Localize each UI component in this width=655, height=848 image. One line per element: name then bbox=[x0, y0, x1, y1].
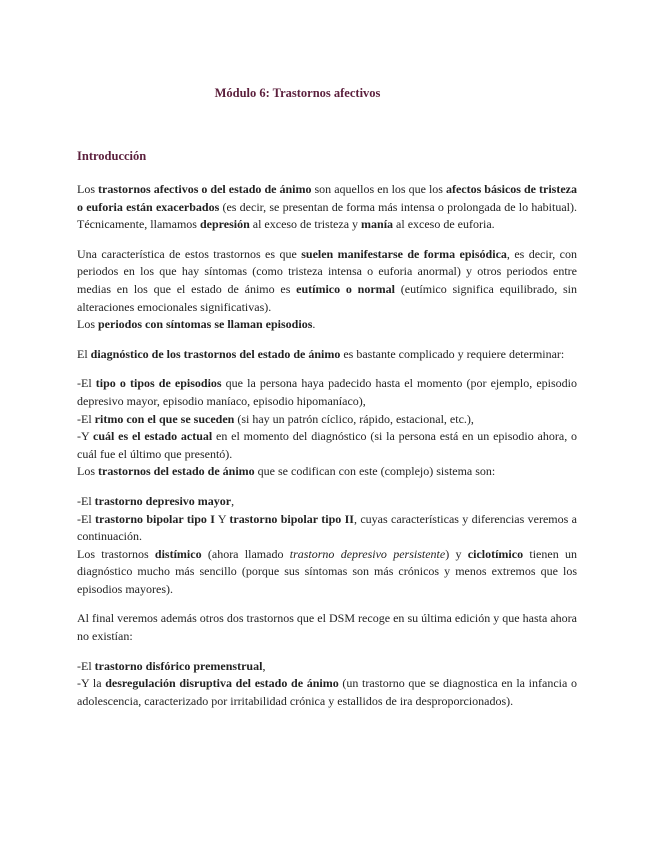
bold-term: cuál es el estado actual bbox=[93, 429, 213, 444]
text-run: Al final veremos además otros dos trastornos que el DSM recoge en su última edición y que hasta ahora no existían: bbox=[77, 611, 577, 644]
text-run: Los bbox=[77, 317, 98, 332]
text-run: -Y bbox=[77, 429, 94, 444]
text-run: Los bbox=[77, 464, 98, 479]
text-run: El bbox=[77, 346, 91, 361]
bold-term: trastornos afectivos o del estado de ánimo bbox=[98, 182, 312, 196]
list-item-rhythm bbox=[77, 411, 577, 429]
bold-term: diagnóstico de los trastornos del estado de ánimo bbox=[90, 346, 341, 361]
bold-term: periodos con síntomas se llaman episodios bbox=[98, 317, 313, 332]
list-item-dmdd bbox=[77, 675, 577, 710]
text-run: -El bbox=[77, 658, 95, 673]
bold-term: distímico bbox=[154, 546, 202, 561]
text-run: Una característica de estos trastornos es que bbox=[77, 246, 302, 261]
text-run: , bbox=[231, 493, 235, 508]
text-run: ) y bbox=[445, 546, 468, 561]
bold-term: trastornos del estado de ánimo bbox=[98, 464, 255, 479]
text-run: (si hay un patrón cíclico, rápido, estacional, etc.), bbox=[234, 411, 474, 426]
text-run: , es decir, con periodos en los que hay síntomas (como tristeza intensa o euforia anormal) y otros periodos entre medias en los que el estado de ánimo es bbox=[77, 246, 577, 296]
bold-term: ritmo con el que se suceden bbox=[94, 411, 235, 426]
text-run: (eutímico significa equilibrado, sin alteraciones emocionales significativas). bbox=[77, 281, 577, 314]
text-run: tienen un diagnóstico mucho más sencillo (porque sus síntomas son más crónicos y menos extremos que los episodios mayores). bbox=[77, 546, 577, 596]
bold-term: trastorno disfórico premenstrual bbox=[94, 658, 263, 673]
section-heading: Introducción bbox=[77, 149, 147, 163]
text-run: al exceso de tristeza y bbox=[249, 217, 362, 232]
text-run: , bbox=[262, 658, 266, 673]
bold-term: trastorno bipolar tipo II bbox=[229, 511, 354, 526]
bold-term: depresión bbox=[199, 217, 250, 232]
text-run: . bbox=[312, 317, 316, 332]
text-run: -El bbox=[77, 411, 95, 426]
text-run: que se codifican con este (complejo) sistema son: bbox=[254, 464, 496, 479]
text-run: -El bbox=[77, 493, 95, 508]
list-item-major-depressive bbox=[77, 493, 577, 511]
text-run: -El bbox=[77, 511, 96, 526]
list-item-current-state bbox=[77, 428, 577, 463]
list-item-bipolar bbox=[77, 511, 577, 546]
italic-term: trastorno depresivo persistente bbox=[289, 546, 446, 561]
bold-term: desregulación disruptiva del estado de ánimo bbox=[105, 676, 339, 691]
text-run: al exceso de euforia. bbox=[393, 217, 495, 232]
bold-term: tipo o tipos de episodios bbox=[95, 376, 222, 391]
bold-term: ciclotímico bbox=[467, 546, 524, 561]
text-run: Los trastornos bbox=[77, 546, 155, 561]
document-title: Módulo 6: Trastornos afectivos bbox=[214, 86, 381, 100]
paragraph-definition bbox=[77, 181, 577, 234]
text-run: , cuyas características y diferencias veremos a continuación. bbox=[77, 511, 577, 544]
text-run: (ahora llamado bbox=[201, 546, 290, 561]
text-run: Los bbox=[77, 182, 99, 196]
bold-term: afectos básicos de tristeza o euforia están exacerbados bbox=[77, 182, 578, 214]
bold-term: trastorno bipolar tipo I bbox=[95, 511, 215, 526]
text-run: Y bbox=[214, 511, 230, 526]
text-run: son aquellos en los que los bbox=[311, 182, 446, 196]
paragraph-dysthymic-cyclothymic bbox=[77, 546, 577, 599]
text-run: en el momento del diagnóstico (si la persona está en un episodio ahora, o cuál fue el último que presentó). bbox=[77, 429, 577, 461]
paragraph-episodes bbox=[77, 316, 577, 334]
text-run: que la persona haya padecido hasta el momento (por ejemplo, episodio depresivo mayor, episodio maníaco, episodio hipomaníaco), bbox=[77, 376, 577, 408]
bold-term: manía bbox=[361, 217, 394, 232]
text-run: (un trastorno que se diagnostica en la infancia o adolescencia, caracterizado por irritabilidad crónica y estallidos de ira desproporcionados). bbox=[77, 676, 577, 708]
text-run: -El bbox=[77, 376, 96, 391]
text-run: -Y la bbox=[77, 676, 106, 691]
bold-term: suelen manifestarse de forma episódica bbox=[301, 246, 507, 261]
bold-term: trastorno depresivo mayor bbox=[94, 493, 232, 508]
paragraph-dsm-new bbox=[77, 610, 577, 645]
paragraph-diagnosis bbox=[77, 346, 577, 364]
list-item-pmdd bbox=[77, 658, 577, 676]
list-item-episode-type bbox=[77, 375, 577, 410]
paragraph-coded-disorders bbox=[77, 463, 577, 481]
document-body bbox=[77, 181, 577, 710]
text-run: (es decir, se presentan de forma más intensa o prolongada de lo habitual). Técnicamente, llamamos bbox=[77, 199, 577, 232]
bold-term: eutímico o normal bbox=[296, 281, 395, 296]
text-run: es bastante complicado y requiere determinar: bbox=[340, 346, 565, 361]
paragraph-episodic bbox=[77, 246, 577, 316]
